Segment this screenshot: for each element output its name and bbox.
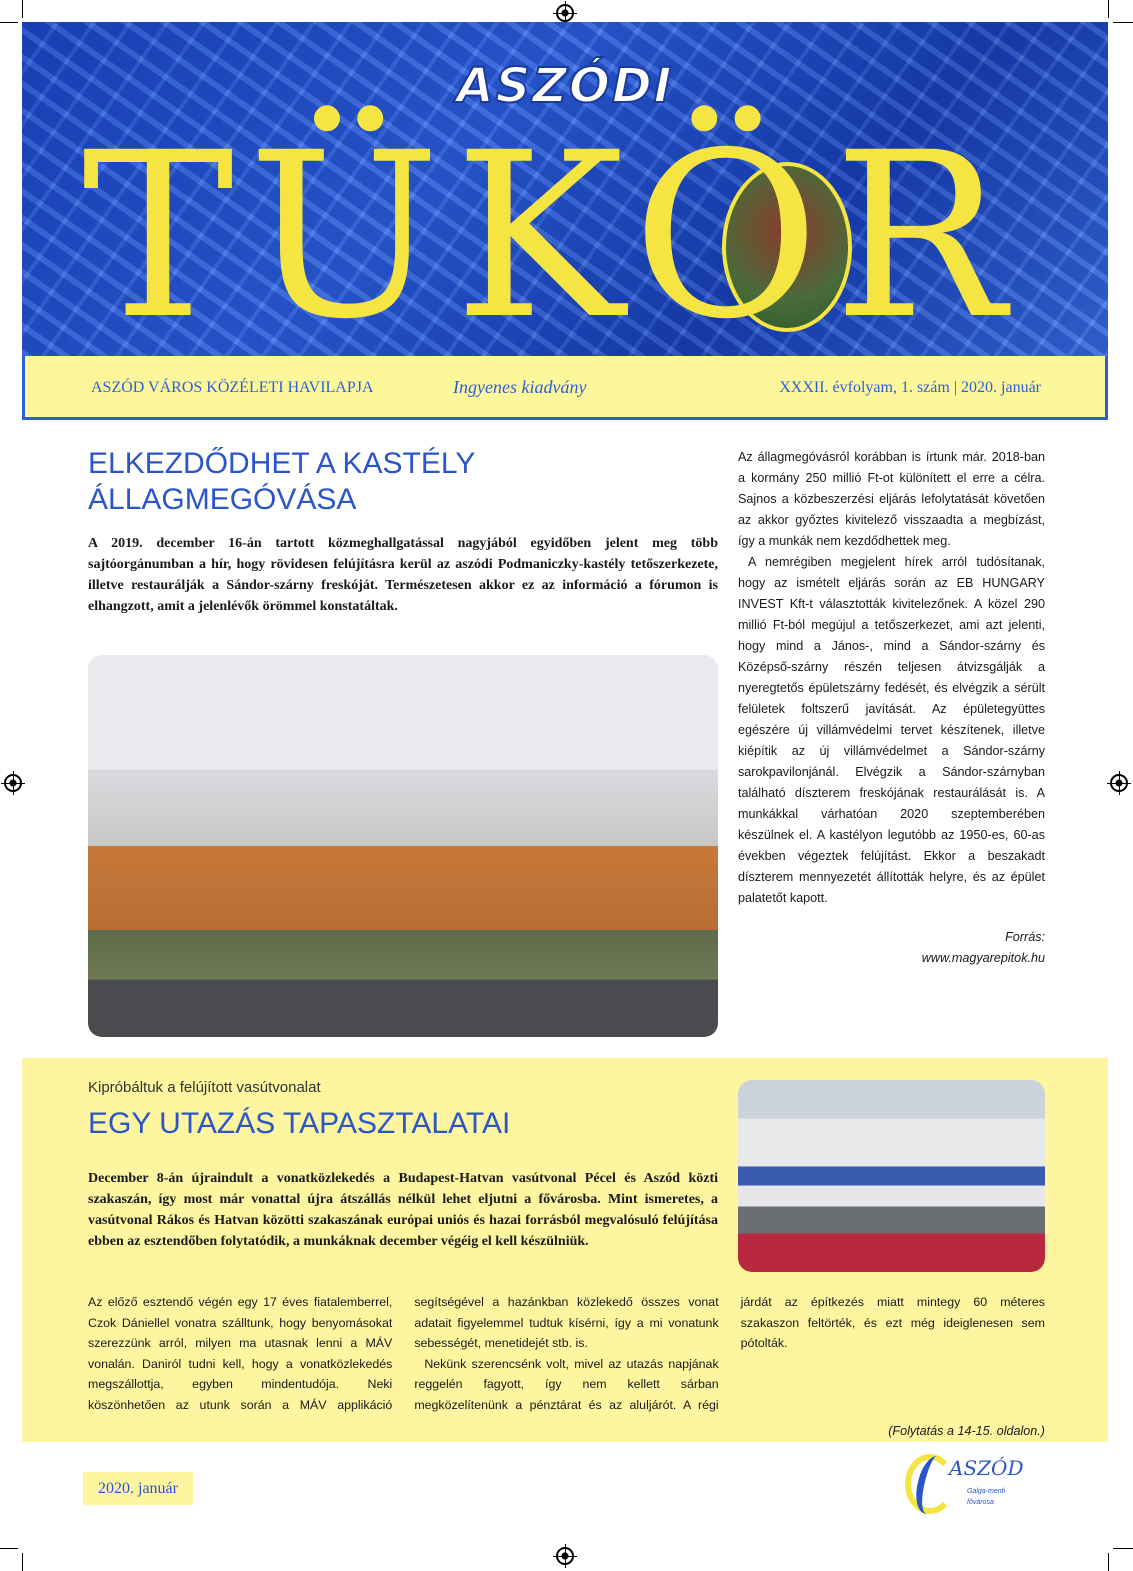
paragraph: Az előző esztendő végén egy 17 éves fiatalemberrel, Czok Dániellel vonatra szálltunk, hogy benyomásokat szerezzünk arról, milyen ma utasnak lenni a MÁV vonalán. Daniról tudni kell, hogy a vonatközlekedés megszállottja, egyben mindentudója. Neki köszönhetően az utunk során a MÁV applikáció segítségével a hazánkban közlekedő összes vonat adatait figyelemmel tudtuk kísérni, így a mi vonatunk sebességét, menetidejét stb. is. (88, 1295, 719, 1412)
publication-subtitle: ASZÓD VÁROS KÖZÉLETI HAVILAPJA (91, 379, 374, 396)
crop-mark (1108, 0, 1109, 18)
registration-mark-bottom (556, 1547, 574, 1565)
masthead-title: TÜKÖR (82, 103, 1020, 356)
article-columns (88, 1292, 1045, 1442)
registration-mark-right (1110, 774, 1128, 792)
logo-text: ASZÓD (949, 1456, 1024, 1480)
article-lead: December 8-án újraindult a vonatközlekedés a Budapest-Hatvan vasútvonal Pécel és Aszód közti szakaszán, így most már vonattal újra átszállás nélkül lehet eljutni a fővárosba. Mint ismeretes, a vasútvonal Rákos és Hatvan közötti szakaszának európai uniós és hazai forrásból megvalósuló felújítása ebben az esztendőben folytatódik, a munkáknak december végéig el kell készülniük. (88, 1171, 718, 1249)
issue-info: XXXII. évfolyam, 1. szám | 2020. január (779, 379, 1041, 396)
source-label: Forrás: (1005, 930, 1045, 944)
crop-mark (1108, 1553, 1109, 1571)
masthead-info-strip (22, 356, 1108, 420)
article-title: EGY UTAZÁS TAPASZTALATAI (88, 1107, 511, 1140)
crop-mark (1113, 1548, 1133, 1549)
paragraph: A nemrégiben megjelent hírek arról tudósítanak, hogy az ismételt eljárás során az EB HUNGARY INVEST Kft-t választották kivitelezőnek. A közel 290 millió Ft-ból megújul a tetőszerkezet, ami azt jelenti, hogy mind a János-, mind a Sándor-szárny és Középső-szárny részén teljesen átvizsgálják a nyeregtetős épületszárny fedését, és elvégzik a sérült felületek foltszerű javítását. Az épületegyüttes egészére új villámvédelmi tervet készítenek, illetve kiépítik az új villámvédelmet a Sándor-szárny sarokpavilonjánál. Elvégzik a Sándor-szárnyban található díszterem freskójának restaurálását is. A munkákkal várhatóan 2020 szeptemberében készülnek el. A kastélyon legutóbb az 1950-es, 60-as években végeztek felújítást. Ekkor a beszakadt díszterem mennyezetét állították helyre, és az épület palatetőt kapott. (738, 555, 1045, 905)
article-kicker: Kipróbáltuk a felújított vasútvonalat (88, 1079, 321, 1096)
footer-date: 2020. január (83, 1472, 193, 1505)
crop-mark (0, 1548, 18, 1549)
train-photo (738, 1080, 1045, 1272)
article-body (738, 447, 1045, 969)
free-edition-label: Ingyenes kiadvány (453, 377, 587, 397)
source-credit (738, 927, 1045, 969)
source-url: www.magyarepitok.hu (921, 951, 1045, 965)
crop-mark (1113, 22, 1133, 23)
masthead-kicker: ASZÓDI (456, 58, 674, 114)
aszod-logo (905, 1450, 1035, 1520)
registration-mark-left (4, 774, 22, 792)
registration-mark-top (556, 4, 574, 22)
crop-mark (0, 22, 18, 23)
castle-photo (88, 655, 718, 1037)
crop-mark (22, 0, 23, 18)
article-column-text (88, 1292, 1045, 1415)
paragraph: Az állagmegóvásról korábban is írtunk már. 2018-ban a kormány 250 millió Ft-ot különített el erre a célra. Sajnos a közbeszerzési eljárás lefolytatását követően az akkor győztes kivitelező visszaadta a megbízást, így a munkák nem kezdődhettek meg. (738, 450, 1045, 548)
crop-mark (22, 1553, 23, 1571)
title-line: ÁLLAGMEGÓVÁSA (88, 483, 357, 516)
title-line: ELKEZDŐDHET A KASTÉLY (88, 447, 476, 480)
article-title (88, 446, 708, 518)
logo-subtitle: Galga-menti fővárosa (967, 1488, 1006, 1506)
paragraph: Nekünk szerencsénk volt, mivel az utazás napjának reggelén fagyott, így nem kellett sárban megközelítenünk a pénztárat és az aluljárót. A régi járdát az építkezés miatt mintegy 60 méteres szakaszon feltörték, és ezt még ideiglenesen sem pótolták. (414, 1295, 1045, 1412)
masthead (22, 22, 1108, 356)
article-lead: A 2019. december 16-án tartott közmeghallgatással nagyjából egyidőben jelent meg több sajtóorgánumban a hír, hogy rövidesen felújításra kerül az aszódi Podmaniczky-kastély tetőszerkezete, illetve restaurálják a Sándor-szárny freskóját. Természetesen akkor ez az információ a fórumon is elhangzott, amit a jelenlévők örömmel konstatáltak. (88, 536, 718, 614)
continued-note: (Folytatás a 14-15. oldalon.) (888, 1424, 1045, 1438)
